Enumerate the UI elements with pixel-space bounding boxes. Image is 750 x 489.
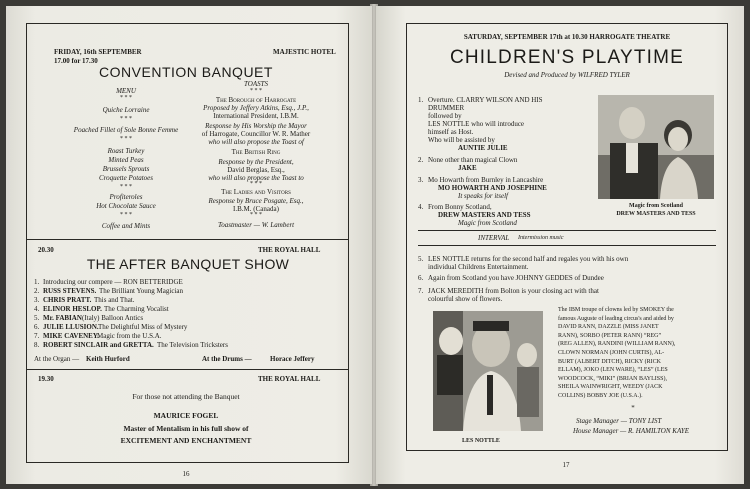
toast-line: The Borough of Harrogate <box>215 96 297 104</box>
interval-rule <box>418 230 716 231</box>
menu-separator: * * * <box>120 116 132 122</box>
star-separator: * <box>631 404 635 412</box>
mentalism-line: Master of Mentalism in his full show of <box>123 424 249 433</box>
act-name: RUSS STEVENS. <box>43 287 97 295</box>
banquet-venue: MAJESTIC HOTEL <box>273 48 336 56</box>
menu-item: Quiche Lorraine <box>102 106 150 114</box>
menu-item: Poached Fillet of Sole Bonne Femme <box>73 126 179 134</box>
mentalism-note: For those not attending the Banquet <box>132 392 240 401</box>
menu-separator: * * * <box>120 95 132 101</box>
act-name: JULIE LLUSION. <box>43 323 99 331</box>
toasts-separator: * * * <box>250 212 262 218</box>
toast-line: Response by the President, <box>218 158 294 166</box>
menu-item: Coffee and Mints <box>101 222 151 230</box>
mentalism-performer: MAURICE FOGEL <box>153 411 219 420</box>
menu-separator: * * * <box>120 212 132 218</box>
item-line: MO HOWARTH AND JOSEPHINE <box>438 184 547 192</box>
menu-item: Roast Turkey <box>107 147 145 155</box>
menu-item: Hot Chocolate Sauce <box>96 202 156 210</box>
mentalism-venue: THE ROYAL HALL <box>258 375 321 383</box>
act-desc: Magic from the U.S.A. <box>97 332 162 340</box>
item-line: Again from Scotland you have JOHNNY GEDDES of Dundee <box>428 274 604 282</box>
act-desc: The Brilliant Young Magician <box>99 287 183 295</box>
act-desc: The Television Tricksters <box>157 341 228 349</box>
interval-rule <box>418 245 716 246</box>
clowns-line: RANN), SORBO (PETER RANN) “REG” <box>558 332 662 339</box>
clowns-line: famous Auguste of leading circus's and aided by <box>558 315 674 322</box>
show-time: 20.30 <box>38 246 54 254</box>
menu-item: Croquette Potatoes <box>99 174 153 182</box>
toast-line: The British Ring <box>231 148 281 156</box>
drew-masters-photo <box>598 95 714 199</box>
event-title: CHILDREN'S PLAYTIME <box>449 47 685 68</box>
act-number: 8. <box>34 341 40 349</box>
toast-line: I.B.M. (Canada) <box>233 205 279 213</box>
item-line: Overture. CLARRY WILSON AND HIS <box>428 96 543 104</box>
clowns-line: SHEILA WAINWRIGHT, WEEDY (JACK <box>558 384 663 391</box>
left-page <box>6 6 372 484</box>
clowns-paragraph <box>558 306 675 401</box>
item-line: AUNTIE JULIE <box>458 144 508 152</box>
section-divider <box>27 369 348 370</box>
act-name: Introducing our compere — RON BETTERIDGE <box>43 278 183 286</box>
menu-heading: MENU <box>116 87 136 95</box>
clowns-line: (REG ALLEN), RANDINI (WILLIAM RANN), <box>558 341 676 348</box>
item-line: JAKE <box>458 164 477 172</box>
act-number: 7. <box>34 332 40 340</box>
toast-line: Response by Bruce Posgate, Esq., <box>208 197 304 205</box>
act-name: CHRIS PRATT. <box>43 296 92 304</box>
interval-note: Intermission music <box>518 235 564 241</box>
stage-manager: Stage Manager — TONY LIST <box>576 417 662 425</box>
toast-line: The Ladies and Visitors <box>221 188 291 196</box>
banquet-title: CONVENTION BANQUET <box>99 64 273 80</box>
menu-item: Minted Peas <box>108 156 144 164</box>
item-number: 3. <box>418 176 424 184</box>
les-nottle-caption: LES NOTTLE <box>462 438 500 444</box>
show-venue: THE ROYAL HALL <box>258 246 321 254</box>
act-number: 5. <box>34 314 40 322</box>
act-number: 2. <box>34 287 40 295</box>
toast-line: who will also propose the Toast to <box>208 174 304 182</box>
item-line: Mo Howarth from Burnley in Lancashire <box>428 176 544 184</box>
item-line: None other than magical Clown <box>428 156 518 164</box>
drums-name: Horace Jeffery <box>270 355 315 363</box>
item-number: 1. <box>418 96 424 104</box>
drew-masters-photo-art <box>598 95 714 199</box>
act-number: 3. <box>34 296 40 304</box>
toast-line: of Harrogate, Councillor W. R. Mather <box>201 130 311 138</box>
menu-separator: * * * <box>120 184 132 190</box>
toasts-separator: * * * <box>250 88 262 94</box>
item-line: LES NOTTLE who will introduce <box>428 120 525 128</box>
clowns-line: CLOWN NORMAN (JOHN CURTIS), AL- <box>558 349 665 356</box>
item-line: himself as Host. <box>428 128 474 136</box>
clowns-line: ELLAM), JOKO (LEN WARE), “LES” (LES <box>558 367 668 374</box>
clowns-line: The IBM troupe of clowns led by SMOKEY the <box>558 307 674 313</box>
toast-line: David Berglas, Esq., <box>227 166 285 174</box>
item-line: From Bonny Scotland, <box>428 203 492 211</box>
item-line: colourful show of flowers. <box>428 295 503 303</box>
item-line: JACK MEREDITH from Bolton is your closing act with that <box>428 287 599 295</box>
event-header: SATURDAY, SEPTEMBER 17th at 10.30 HARROGATE THEATRE <box>463 33 671 41</box>
clowns-line: COLLINS) BOBBY JOE (U.S.A.). <box>558 392 643 399</box>
item-number: 4. <box>418 203 424 211</box>
mentalism-time: 19.30 <box>38 375 54 383</box>
menu-separator: * * * <box>120 136 132 142</box>
toast-line: Proposed by Jeffery Atkins, Esq., J.P., <box>203 104 309 112</box>
act-desc: (Italy) Balloon Antics <box>82 314 144 322</box>
photo-caption: Magic from Scotland <box>629 203 683 209</box>
act-number: 4. <box>34 305 40 313</box>
toast-line: Response by His Worship the Mayor <box>205 122 307 130</box>
act-desc: The Delightful Miss of Mystery <box>98 323 188 331</box>
organ-label: At the Organ — <box>34 355 80 363</box>
item-line: Magic from Scotland <box>458 219 517 227</box>
toasts-separator: * * * <box>250 181 262 187</box>
banquet-date: FRIDAY, 16th SEPTEMBER <box>54 48 142 56</box>
interval-label: INTERVAL <box>478 234 510 242</box>
item-line: individual Childrens Entertainment. <box>428 263 529 271</box>
act-number: 1. <box>34 278 40 286</box>
show-title: THE AFTER BANQUET SHOW <box>86 256 290 272</box>
item-number: 5. <box>418 255 424 263</box>
act-desc: This and That. <box>94 296 135 304</box>
toasts-heading: TOASTS <box>244 80 268 88</box>
organ-name: Keith Hurford <box>86 355 130 363</box>
item-number: 7. <box>418 287 424 295</box>
act-name: Mr. FABIAN <box>43 314 82 322</box>
drums-label: At the Drums — <box>202 355 252 363</box>
item-line: followed by <box>428 112 462 120</box>
page-number: 17 <box>562 461 570 469</box>
les-nottle-photo-art <box>433 311 543 431</box>
menu-item: Profiteroles <box>109 193 143 201</box>
item-line: DREW MASTERS AND TESS <box>438 211 531 219</box>
act-number: 6. <box>34 323 40 331</box>
les-nottle-photo <box>433 311 543 431</box>
photo-caption: DREW MASTERS AND TESS <box>616 211 696 217</box>
clowns-line: BURT (ALBERT DITCH), RICKY (RICK <box>558 358 662 365</box>
event-credit: Devised and Produced by WILFRED TYLER <box>504 71 630 79</box>
act-desc: The Charming Vocalist <box>104 305 169 313</box>
act-name: ROBERT SINCLAIR and GRETTA. <box>43 341 154 349</box>
toastmaster: Toastmaster — W. Lambert <box>218 221 295 229</box>
page-number: 16 <box>182 470 190 478</box>
item-line: LES NOTTLE returns for the second half and regales you with his own <box>428 255 629 263</box>
clowns-line: DAVID RANN, DAZZLE (MISS JANET <box>558 324 659 331</box>
mentalism-line: EXCITEMENT AND ENCHANTMENT <box>120 436 252 445</box>
house-manager: House Manager — R. HAMILTON KAYE <box>573 427 690 435</box>
section-divider <box>27 239 348 240</box>
item-line: Who will be assisted by <box>428 136 495 144</box>
toast-line: who will also propose the Toast of <box>208 138 304 146</box>
menu-item: Brussels Sprouts <box>102 165 150 173</box>
item-number: 6. <box>418 274 424 282</box>
item-line: It speaks for itself <box>458 192 508 200</box>
item-number: 2. <box>418 156 424 164</box>
item-line: DRUMMER <box>428 104 465 112</box>
clowns-line: WOODCOCK, “MIKI” (BRIAN BAYLISS), <box>558 375 667 382</box>
toast-line: International President, I.B.M. <box>213 112 299 120</box>
act-name: MIKE CAVENEY. <box>43 332 100 340</box>
right-page <box>376 6 744 484</box>
act-name: ELINOR HESLOP. <box>43 305 102 313</box>
banquet-time: 17.00 for 17.30 <box>54 57 98 65</box>
